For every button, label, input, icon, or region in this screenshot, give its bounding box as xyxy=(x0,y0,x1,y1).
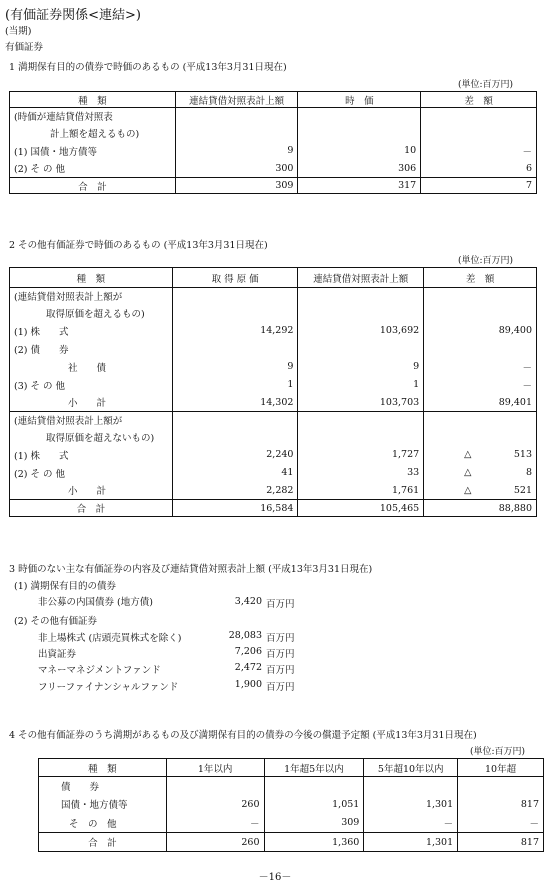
cell-diff: － xyxy=(522,146,532,158)
row-label: 社 債 xyxy=(10,358,173,376)
section-label: 有価証券 xyxy=(5,42,44,53)
s1-col-diff: 差 額 xyxy=(421,92,537,108)
s3-sub1: (1) 満期保有目的の債券 xyxy=(14,581,116,592)
s3-sub2: (2) その他有価証券 xyxy=(14,616,97,627)
s3-item-value: 1,900 xyxy=(234,679,262,690)
page-number: －16－ xyxy=(258,872,292,883)
row-label: (3) そ の 他 xyxy=(10,376,173,394)
cell-5-10y: 1,301 xyxy=(364,795,458,814)
s4-col-10y: 10年超 xyxy=(458,759,544,777)
total-diff: 88,880 xyxy=(424,500,537,517)
cell-book: 1 xyxy=(298,376,424,394)
s3-item-value: 2,472 xyxy=(234,662,262,673)
s3-item1-value: 3,420 xyxy=(234,596,262,607)
total-label: 合 計 xyxy=(10,178,176,194)
s4-col-type: 種 類 xyxy=(39,759,167,777)
total-5-10y: 1,301 xyxy=(364,833,458,852)
cell-book: 300 xyxy=(175,160,298,178)
row-label: (1) 国債・地方債等 xyxy=(10,142,176,160)
page-title: (有価証券関係<連結>) xyxy=(5,8,141,23)
cell-book: 9 xyxy=(298,358,424,376)
s3-item-value: 28,083 xyxy=(228,630,262,641)
s3-item-value: 7,206 xyxy=(234,646,262,657)
cell-diff: 521 xyxy=(513,484,532,496)
s1-table xyxy=(9,91,537,194)
negative-mark: △ xyxy=(464,467,472,478)
s3-item-label: 非上場株式 (店頭売買株式を除く) xyxy=(38,633,182,644)
total-cost: 16,584 xyxy=(172,500,298,517)
row-label: 国債・地方債等 xyxy=(39,795,167,814)
s2-table xyxy=(9,267,537,517)
total-row xyxy=(10,500,537,517)
s3-item-label: 出資証券 xyxy=(38,649,77,660)
row-label: (1) 株 式 xyxy=(10,446,173,464)
cell-5-10y: － xyxy=(364,814,458,833)
s2-col-cost: 取 得 原 価 xyxy=(172,268,298,288)
s3-item-unit: 百万円 xyxy=(266,682,295,693)
cell-10y: － xyxy=(529,818,539,830)
row-label: 小 計 xyxy=(10,482,173,500)
s4-col-1-5y: 1年超5年以内 xyxy=(264,759,364,777)
s1-heading: 1 満期保有目的の債券で時価のあるもの (平成13年3月31日現在) xyxy=(9,62,287,73)
table-row xyxy=(10,464,537,482)
cell-book: 33 xyxy=(298,464,424,482)
table-row xyxy=(39,777,544,795)
s2-col-diff: 差 額 xyxy=(424,268,537,288)
cell-book: 103,692 xyxy=(298,322,424,340)
table-row xyxy=(10,160,537,178)
s2-g1-label: (連結貸借対照表計上額が xyxy=(10,288,173,305)
cell-book: 9 xyxy=(175,142,298,160)
cell-diff: 513 xyxy=(513,449,532,460)
s4-heading: 4 その他有価証券のうち満期があるもの及び満期保有目的の債券の今後の償還予定額 (平成13年3月31日現在) xyxy=(9,730,477,741)
cell-1y: － xyxy=(166,814,264,833)
s3-heading: 3 時価のない主な有価証券の内容及び連結貸借対照表計上額 (平成13年3月31日現在) xyxy=(9,564,373,575)
s1-group-label: (時価が連結貸借対照表 xyxy=(10,108,176,124)
s1-col-book: 連結貸借対照表計上額 xyxy=(175,92,298,108)
cell-cost: 2,240 xyxy=(172,446,298,464)
s3-item-unit: 百万円 xyxy=(266,633,295,644)
negative-mark: △ xyxy=(464,484,472,496)
cell-diff: － xyxy=(522,380,532,392)
total-label: 合 計 xyxy=(10,500,173,517)
row-label: 小 計 xyxy=(10,394,173,412)
cell-1-5y: 309 xyxy=(264,814,364,833)
s3-item-unit: 百万円 xyxy=(266,649,295,660)
cell-fair: 10 xyxy=(298,142,421,160)
row-label: (1) 株 式 xyxy=(10,322,173,340)
row-label: そ の 他 xyxy=(39,814,167,833)
subtotal-row xyxy=(10,394,537,412)
s2-unit: (単位:百万円) xyxy=(458,256,514,266)
total-10y: 817 xyxy=(458,833,544,852)
total-label: 合 計 xyxy=(39,833,167,852)
cell-cost: 2,282 xyxy=(172,482,298,500)
s2-g2-label-2: 取得原価を超えないもの) xyxy=(10,429,173,446)
negative-mark: △ xyxy=(464,449,472,460)
s2-col-type: 種 類 xyxy=(10,268,173,288)
cell-diff: 89,401 xyxy=(498,396,532,408)
s3-item-label: フリーファイナンシャルファンド xyxy=(38,682,179,693)
cell-1y: 260 xyxy=(166,795,264,814)
total-1-5y: 1,360 xyxy=(264,833,364,852)
total-book: 105,465 xyxy=(298,500,424,517)
row-label: (2) そ の 他 xyxy=(10,464,173,482)
cell-book: 1,761 xyxy=(298,482,424,500)
table-row xyxy=(10,340,537,358)
cell-cost: 14,302 xyxy=(172,394,298,412)
total-row xyxy=(39,833,544,852)
total-diff: 7 xyxy=(421,178,537,194)
cell-diff: 8 xyxy=(525,467,532,478)
s2-heading: 2 その他有価証券で時価のあるもの (平成13年3月31日現在) xyxy=(9,240,268,251)
total-book: 309 xyxy=(175,178,298,194)
total-row xyxy=(10,178,537,194)
s2-col-book: 連結貸借対照表計上額 xyxy=(298,268,424,288)
period-label: (当期) xyxy=(5,26,32,37)
row-label: (2) 債 券 xyxy=(10,340,173,358)
table-row xyxy=(39,814,544,833)
s4-col-1y: 1年以内 xyxy=(166,759,264,777)
table-row xyxy=(39,795,544,814)
cell-fair: 306 xyxy=(298,160,421,178)
cell-cost: 9 xyxy=(172,358,298,376)
row-label: (2) そ の 他 xyxy=(10,160,176,178)
s1-unit: (単位:百万円) xyxy=(458,80,514,90)
cell-cost: 14,292 xyxy=(172,322,298,340)
s1-col-fair: 時 価 xyxy=(298,92,421,108)
s1-group-label-2: 計上額を超えるもの) xyxy=(10,124,176,142)
table-row xyxy=(10,376,537,394)
cell-diff: － xyxy=(522,362,532,374)
s2-g2-label: (連結貸借対照表計上額が xyxy=(10,412,173,429)
s3-item-unit: 百万円 xyxy=(266,665,295,676)
cell-1-5y: 1,051 xyxy=(264,795,364,814)
total-1y: 260 xyxy=(166,833,264,852)
s3-item-label: マネーマネジメントファンド xyxy=(38,665,161,676)
subtotal-row xyxy=(10,482,537,500)
total-fair: 317 xyxy=(298,178,421,194)
s2-g1-label-2: 取得原価を超えるもの) xyxy=(10,305,173,322)
s4-unit: (単位:百万円) xyxy=(470,747,526,757)
cell-cost: 41 xyxy=(172,464,298,482)
cell-10y: 817 xyxy=(520,798,539,810)
s4-table xyxy=(38,758,544,852)
row-label: 債 券 xyxy=(39,777,167,795)
cell-cost: 1 xyxy=(172,376,298,394)
table-row xyxy=(10,142,537,160)
table-row xyxy=(10,322,537,340)
s4-col-5-10y: 5年超10年以内 xyxy=(364,759,458,777)
cell-book: 103,703 xyxy=(298,394,424,412)
cell-book: 1,727 xyxy=(298,446,424,464)
s3-item1-unit: 百万円 xyxy=(266,599,295,610)
s3-item1-label: 非公募の内国債券 (地方債) xyxy=(38,597,153,608)
table-row xyxy=(10,358,537,376)
table-row xyxy=(10,446,537,464)
cell-diff: 6 xyxy=(525,162,532,174)
s1-col-type: 種 類 xyxy=(10,92,176,108)
cell-diff: 89,400 xyxy=(498,325,532,336)
